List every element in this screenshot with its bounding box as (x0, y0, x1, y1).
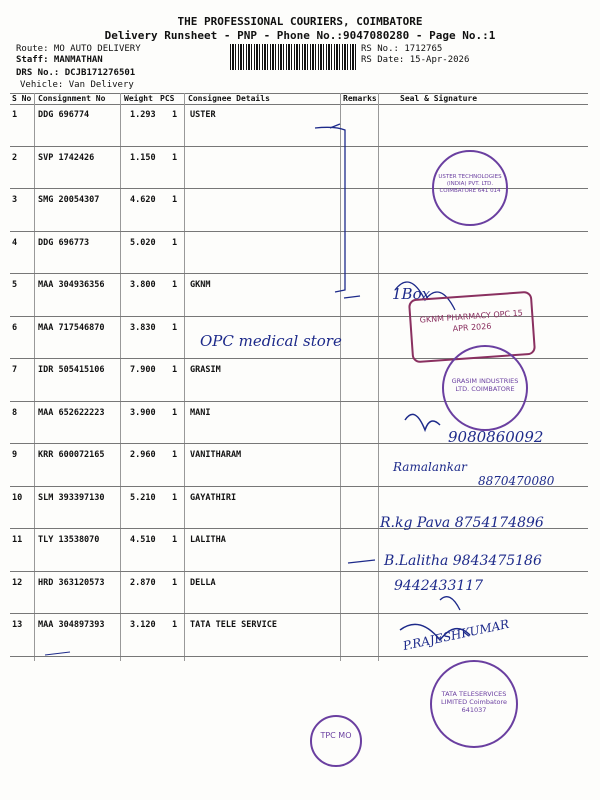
company-stamp (432, 150, 508, 226)
vehicle-label: Vehicle: Van Delivery (20, 80, 134, 90)
row-sno: 1 (12, 110, 18, 120)
row-consignee: GAYATHIRI (190, 492, 237, 503)
route-label: Route: MO AUTO DELIVERY (16, 44, 141, 54)
row-consignment-no: MAA 652622223 (38, 407, 105, 418)
rs-number: RS No.: 1712765 (361, 44, 443, 54)
row-weight: 7.900 (130, 365, 156, 375)
row-consignment-no: TLY 13538070 (38, 535, 100, 545)
stamp-text: TATA TELESERVICES LIMITED Coimbatore 641037 (440, 690, 508, 714)
row-consignment-no: KRR 600072165 (38, 450, 105, 460)
row-consignment-no: SVP 1742426 (38, 152, 95, 163)
row-consignee: GKNM (190, 280, 211, 290)
row-pcs: 1 (172, 152, 178, 163)
row-pcs: 1 (172, 492, 178, 503)
col-remarks: Remarks (343, 94, 377, 103)
col-consignee: Consignee Details (188, 94, 270, 103)
rs-date: RS Date: 15-Apr-2026 (361, 55, 470, 65)
row-consignment-no: DDG 696773 (38, 237, 90, 248)
row-sno: 8 (12, 407, 18, 418)
col-pcs: PCS (160, 94, 175, 103)
row-sno: 5 (12, 280, 18, 290)
row-pcs: 1 (172, 280, 178, 290)
row-weight: 3.900 (130, 407, 156, 418)
stamp-text: USTER TECHNOLOGIES (INDIA) PVT. LTD. COIMBATORE 641 014 (438, 174, 502, 194)
stamp-text: TPC MO (320, 731, 352, 740)
company-stamp (430, 660, 518, 748)
row-sno: 7 (12, 365, 18, 375)
row-consignee: MANI (190, 407, 211, 418)
handwritten-note: OPC medical store (200, 332, 342, 350)
row-weight: 1.150 (130, 152, 156, 163)
row-sno: 9 (12, 450, 18, 460)
col-weight: Weight (124, 94, 153, 103)
row-weight: 3.800 (130, 280, 156, 290)
row-sno: 10 (12, 492, 23, 503)
col-consignment: Consignment No (38, 94, 106, 103)
row-sno: 4 (12, 237, 18, 248)
row-consignment-no: DDG 696774 (38, 110, 90, 120)
row-weight: 1.293 (130, 110, 156, 120)
row-weight: 5.020 (130, 237, 156, 248)
row-pcs: 1 (172, 450, 178, 460)
handwritten-phone: 9080860092 (448, 428, 544, 446)
row-consignment-no: SMG 20054307 (38, 195, 100, 205)
row-consignee: GRASIM (190, 365, 221, 375)
stamp-text: GKNM PHARMACY OPC 15 APR 2026 (419, 308, 524, 334)
row-sno: 2 (12, 152, 18, 163)
drs-label: DRS No.: DCJB171276501 (16, 68, 136, 78)
row-consignment-no: MAA 304897393 (38, 620, 105, 630)
handwritten-name: P.RAJESHKUMAR (401, 616, 511, 654)
row-pcs: 1 (172, 237, 178, 248)
row-consignee: USTER (190, 110, 216, 120)
row-pcs: 1 (172, 577, 178, 588)
handwritten-note: R.kg Pava 8754174896 (380, 515, 544, 531)
handwritten-name: Ramalankar (393, 460, 467, 474)
handwritten-note: 1Box (392, 285, 431, 303)
row-consignment-no: MAA 304936356 (38, 280, 105, 290)
row-weight: 2.960 (130, 450, 156, 460)
row-consignee: LALITHA (190, 535, 226, 545)
row-consignment-no: SLM 393397130 (38, 492, 105, 503)
row-pcs: 1 (172, 322, 178, 333)
company-stamp (442, 345, 528, 431)
handwritten-phone: 8870470080 (478, 474, 555, 488)
row-consignee: TATA TELE SERVICE (190, 620, 277, 630)
company-title: THE PROFESSIONAL COURIERS, COIMBATORE (177, 15, 423, 28)
row-consignee: VANITHARAM (190, 450, 242, 460)
row-consignment-no: HRD 363120573 (38, 577, 105, 588)
handwritten-phone: 9442433117 (394, 578, 484, 594)
row-pcs: 1 (172, 195, 178, 205)
row-weight: 2.870 (130, 577, 156, 588)
tpc-stamp (310, 715, 362, 767)
row-sno: 11 (12, 535, 23, 545)
row-sno: 13 (12, 620, 23, 630)
row-consignment-no: IDR 505415106 (38, 365, 105, 375)
staff-label: Staff: MANMATHAN (16, 55, 103, 65)
row-pcs: 1 (172, 620, 178, 630)
row-pcs: 1 (172, 365, 178, 375)
row-weight: 5.210 (130, 492, 156, 503)
col-seal: Seal & Signature (400, 94, 478, 103)
row-consignment-no: MAA 717546870 (38, 322, 105, 333)
row-pcs: 1 (172, 535, 178, 545)
row-sno: 12 (12, 577, 23, 588)
row-sno: 3 (12, 195, 18, 205)
row-weight: 4.510 (130, 535, 156, 545)
handwritten-note: B.Lalitha 9843475186 (384, 553, 542, 569)
stamp-text: GRASIM INDUSTRIES LTD. COIMBATORE (451, 377, 519, 393)
row-weight: 3.120 (130, 620, 156, 630)
row-weight: 3.830 (130, 322, 156, 333)
row-sno: 6 (12, 322, 18, 333)
col-sno: S No (12, 94, 32, 103)
row-pcs: 1 (172, 110, 178, 120)
row-weight: 4.620 (130, 195, 156, 205)
row-pcs: 1 (172, 407, 178, 418)
runsheet-title: Delivery Runsheet - PNP - Phone No.:9047080280 - Page No.:1 (104, 29, 496, 42)
row-consignee: DELLA (190, 577, 216, 588)
